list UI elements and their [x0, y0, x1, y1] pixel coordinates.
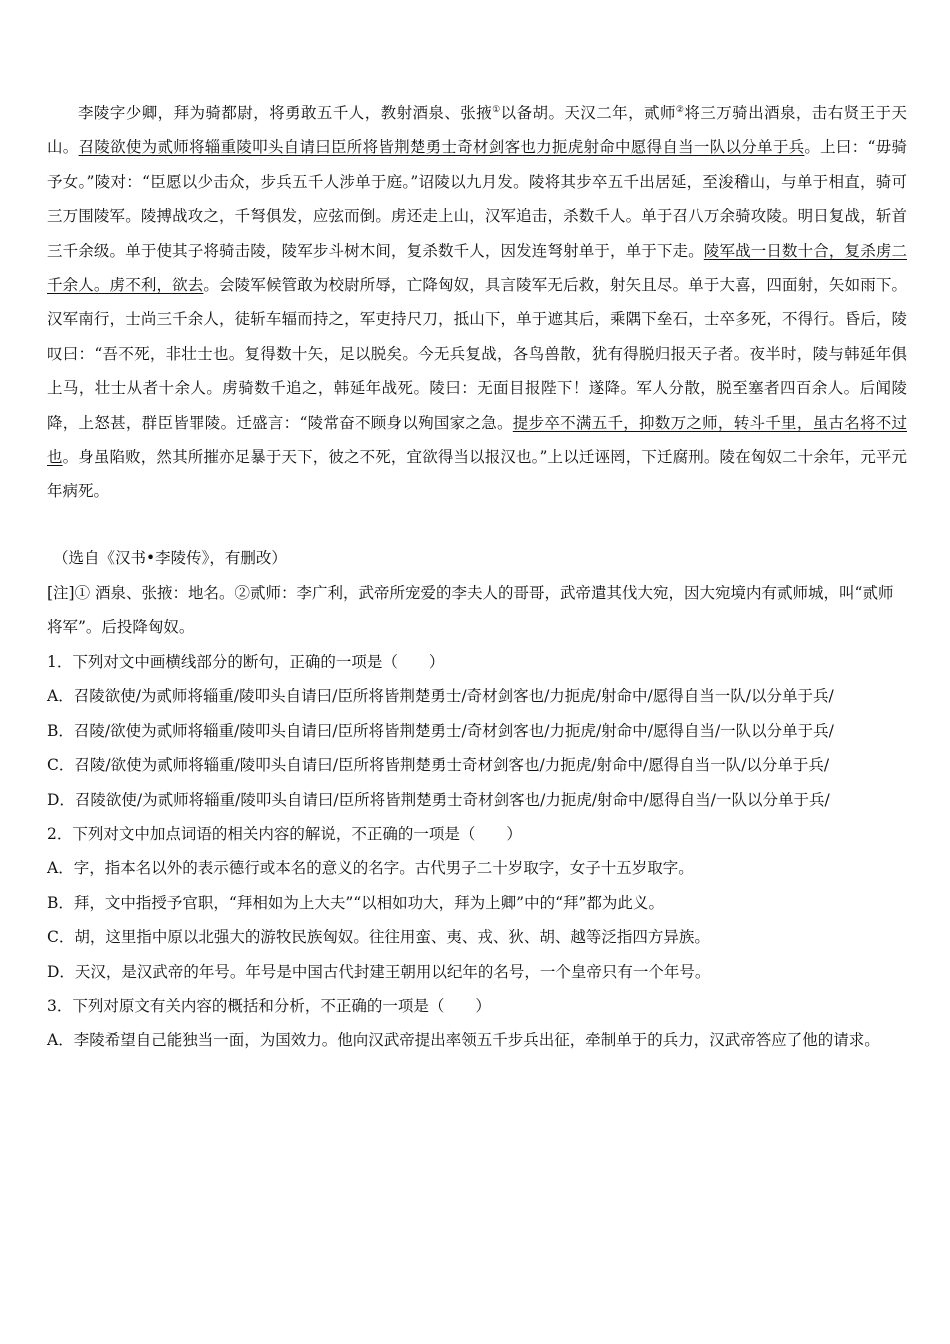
passage-text: 李陵字少卿，拜为骑都尉，将勇敢五千人，教射酒泉、张掖: [78, 104, 493, 122]
source-citation: （选自《汉书•李陵传》，有删改）: [53, 549, 287, 567]
passage-text: 。上曰：“毋骑予女。”陵对：“臣愿以少击众，步兵五千人涉单于庭。”诏陵以九月发。陵将其步卒五千出居延，至浚稽山，与单于相直，骑可三万围陵军。陵搏战攻之，千弩俱发，应弦而倒。虏还走上山，汉军追击，杀数千人。单于召八万余骑攻陵。明日复战，斩首三千余级。单于使其子将骑击陵，陵军步斗树木间，复杀数千人，因发连弩射单于，单于下走。: [47, 138, 907, 260]
question-stem: 3．下列对原文有关内容的概括和分析，不正确的一项是（ ）: [47, 997, 491, 1016]
passage-text: 。会陵军候管敢为校尉所辱，亡降匈奴，具言陵军无后救，射矢且尽。单于大喜，四面射，矢如雨下。汉军南行，士尚三千余人，徒斩车辐而持之，军吏持尺刀，抵山下，单于遮其后，乘隅下垒石，士卒多死，不得行。昏后，陵叹曰：“吾不死，非壮士也。复得数十矢，足以脱矣。今无兵复战，各鸟兽散，犹有得脱归报天子者。夜半时，陵与韩延年俱上马，壮士从者十余人。虏骑数千追之，韩延年战死。陵曰：无面目报陛下！遂降。军人分散，脱至塞者四百余人。后闻陵降，上怒甚，群臣皆罪陵。迁盛言：“陵常奋不顾身以殉国家之急。: [47, 276, 907, 432]
classical-passage: [47, 96, 907, 509]
option-b[interactable]: B．召陵/欲使为贰师将辎重/陵叩头自请曰/臣所将皆荆楚勇士/奇材剑客也/力扼虎/射命中/愿得自当/一队以分单于兵/: [47, 721, 834, 740]
option-a[interactable]: A．李陵希望自己能独当一面，为国效力。他向汉武帝提出率领五千步兵出征，牵制单于的兵力，汉武帝答应了他的请求。: [47, 1031, 880, 1050]
underlined-sentence: 召陵欲使为贰师将辎重陵叩头自请曰臣所将皆荆楚勇士奇材剑客也力扼虎射命中愿得自当一队以分单于兵: [78, 138, 805, 157]
passage-text: 将三万骑出酒泉，击右贤王于天山。: [47, 104, 907, 157]
footnote-marker: ②: [675, 104, 685, 115]
underlined-sentence: 陵军战一日数十合，复杀虏二千余人。虏不利，欲去: [47, 241, 907, 295]
question-list: [47, 645, 907, 1058]
option-b[interactable]: B．拜，文中指授予官职，“拜相如为上大夫”“以相如功大，拜为上卿”中的“拜”都为此义。: [47, 893, 664, 912]
option-c[interactable]: C．召陵/欲使为贰师将辎重/陵叩头自请曰/臣所将皆荆楚勇士奇材剑客也/力扼虎/射命中/愿得自当一队/以分单于兵/: [47, 756, 830, 775]
option-a[interactable]: A．字，指本名以外的表示德行或本名的意义的名字。古代男子二十岁取字，女子十五岁取字。: [47, 859, 694, 878]
passage-text: 以备胡。天汉二年，贰师: [500, 104, 676, 122]
option-c[interactable]: C．胡，这里指中原以北强大的游牧民族匈奴。往往用蛮、夷、戎、狄、胡、越等泛指四方异族。: [47, 928, 710, 947]
annotation-note: [注]① 酒泉、张掖：地名。②贰师：李广利，武帝所宠爱的李夫人的哥哥，武帝遣其伐大宛，因大宛境内有贰师城，叫“贰师将军”。后投降匈奴。: [47, 584, 894, 637]
option-d[interactable]: D．天汉，是汉武帝的年号。年号是中国古代封建王朝用以纪年的名号，一个皇帝只有一个年号。: [47, 962, 711, 981]
underlined-sentence: 提步卒不满五千，抑数万之师，转斗千里，虽古名将不过也: [47, 413, 907, 467]
question-stem: 1．下列对文中画横线部分的断句，正确的一项是（ ）: [47, 653, 445, 671]
passage-paragraph: [47, 96, 907, 509]
footnote-marker: ①: [492, 104, 501, 115]
question-stem: 2．下列对文中加点词语的相关内容的解说，不正确的一项是（ ）: [47, 825, 522, 844]
passage-text: 。身虽陷败，然其所摧亦足暴于天下，彼之不死，宜欲得当以报汉也。”上以迁诬罔，下迁腐刑。陵在匈奴二十余年，元平元年病死。: [47, 448, 907, 501]
option-a[interactable]: A．召陵欲使/为贰师将辎重/陵叩头自请曰/臣所将皆荆楚勇士/奇材剑客也/力扼虎/射命中/愿得自当一队/以分单于兵/: [47, 687, 834, 706]
option-d[interactable]: D．召陵欲使/为贰师将辎重/陵叩头自请曰/臣所将皆荆楚勇士奇材剑客也/力扼虎/射命中/愿得自当/一队以分单于兵/: [47, 790, 830, 809]
